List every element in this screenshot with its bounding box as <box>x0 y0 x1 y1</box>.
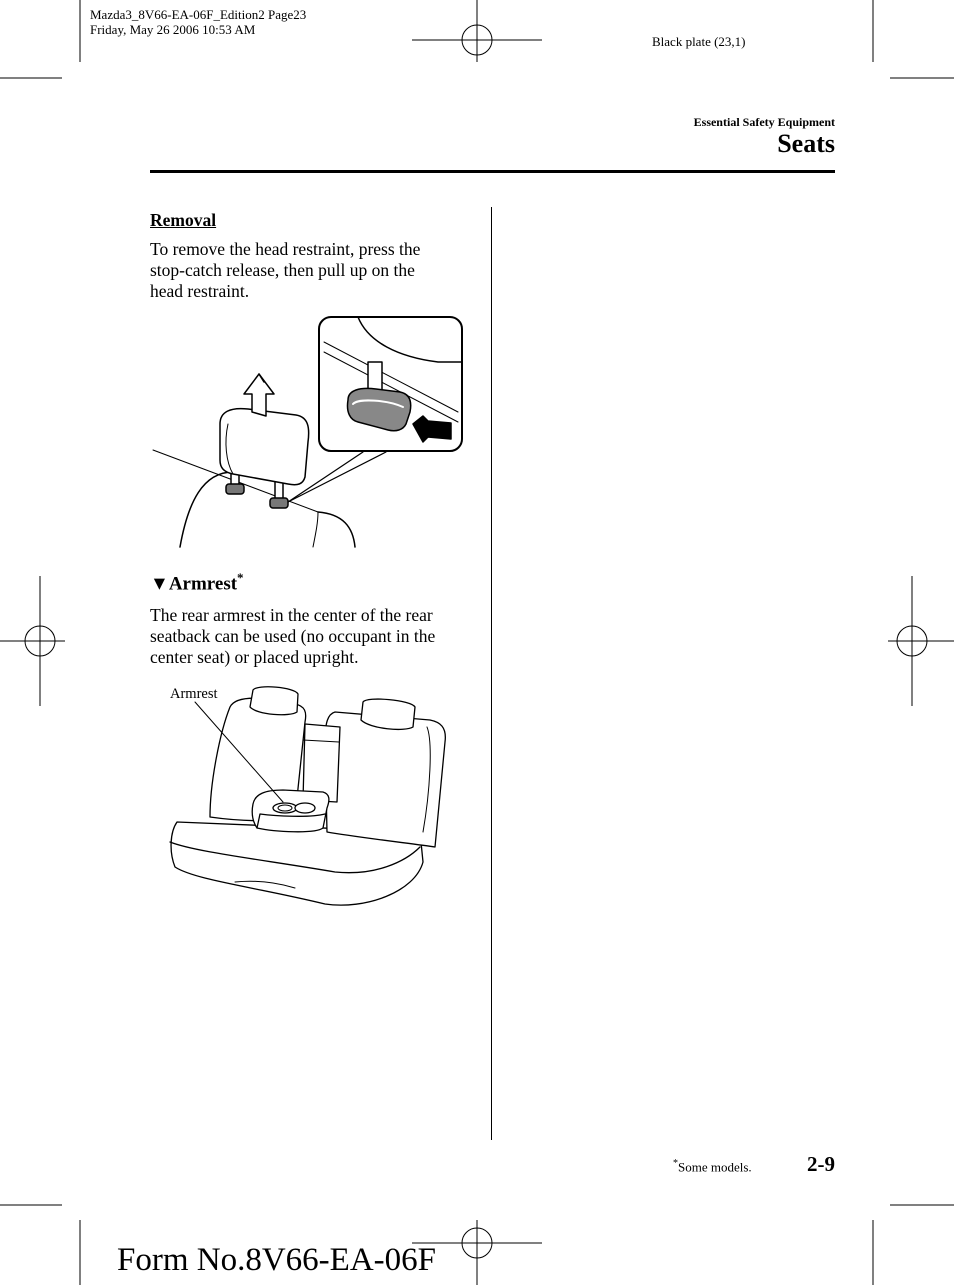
footnote-text: Some models. <box>678 1159 752 1175</box>
column-divider <box>491 207 492 1140</box>
head-restraint-illustration <box>148 312 478 552</box>
triangle-marker-icon: ▼ <box>150 573 169 595</box>
footnote <box>673 1158 752 1175</box>
header-rule <box>150 170 835 173</box>
black-plate: Black plate (23,1) <box>652 34 746 49</box>
removal-line: head restraint. <box>150 281 250 301</box>
page-title: Seats <box>777 129 835 158</box>
armrest-figure-label: Armrest <box>170 686 218 702</box>
print-meta-line2: Friday, May 26 2006 10:53 AM <box>90 22 256 37</box>
armrest-line: The rear armrest in the center of the rear <box>150 605 433 625</box>
armrest-text <box>150 605 480 668</box>
removal-line: To remove the head restraint, press the <box>150 239 421 259</box>
asterisk-mark: * <box>237 570 244 585</box>
page-number: 2-9 <box>807 1152 835 1176</box>
removal-line: stop-catch release, then pull up on the <box>150 260 415 280</box>
section-label: Essential Safety Equipment <box>693 115 835 129</box>
armrest-heading: Armrest <box>168 573 238 595</box>
armrest-line: seatback can be used (no occupant in the <box>150 626 436 646</box>
removal-heading: Removal <box>150 210 217 230</box>
rear-seat-illustration <box>165 682 455 912</box>
print-meta-line1: Mazda3_8V66-EA-06F_Edition2 Page23 <box>90 7 307 22</box>
form-number: Form No.8V66-EA-06F <box>117 1242 436 1278</box>
print-meta <box>90 7 306 37</box>
footnote-asterisk: * <box>673 1158 678 1169</box>
armrest-heading-row <box>150 570 244 595</box>
removal-text <box>150 239 480 302</box>
armrest-line: center seat) or placed upright. <box>150 647 359 667</box>
